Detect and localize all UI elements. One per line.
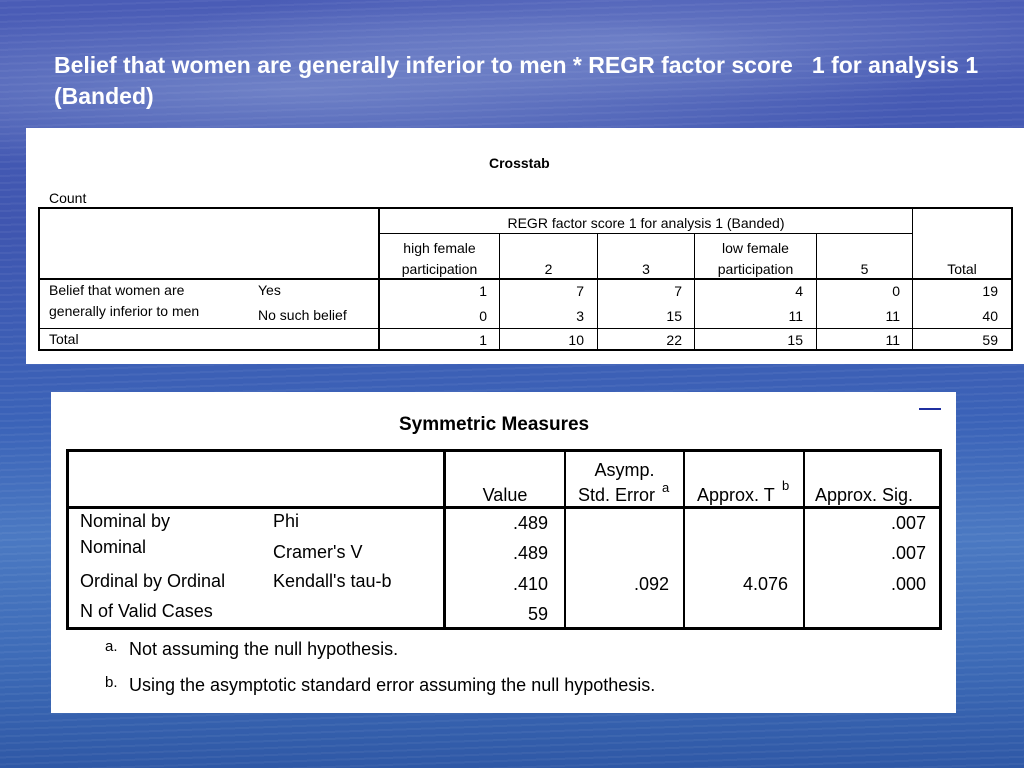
cell: 1 <box>479 283 487 299</box>
header-value: Value <box>482 485 528 505</box>
spanner-header: REGR factor score 1 for analysis 1 (Banded) <box>507 215 785 231</box>
col-divider-2 <box>683 449 685 630</box>
dash-mark <box>919 408 941 410</box>
cell: 7 <box>576 283 584 299</box>
measure-phi: Phi <box>273 511 300 531</box>
table-bottom-border <box>38 349 1013 351</box>
cell: 0 <box>892 283 900 299</box>
header-ase-line2: Std. Error <box>578 485 656 505</box>
cell: 40 <box>982 308 998 324</box>
row-group-label-line2: generally inferior to men <box>49 303 200 319</box>
footnote-a-text: Not assuming the null hypothesis. <box>129 639 399 659</box>
symmetric-title: Symmetric Measures <box>399 414 590 435</box>
measure-cramers-v: Cramer's V <box>273 542 363 562</box>
table-left-border <box>66 449 69 630</box>
header-approx-t: Approx. T <box>697 485 775 505</box>
col-divider-3 <box>803 449 805 630</box>
cell: 59 <box>527 604 548 624</box>
header-approx-sig: Approx. Sig. <box>815 485 914 505</box>
col-header-5: 5 <box>860 261 869 277</box>
col-header-1-line1: high female <box>403 240 476 256</box>
cell: 0 <box>479 308 487 324</box>
cell: 10 <box>568 332 584 348</box>
cell: .092 <box>633 574 669 594</box>
cell: 11 <box>788 308 803 324</box>
group-label-nominal-line1: Nominal by <box>80 511 171 531</box>
total-row-border <box>38 328 1013 329</box>
cell: 7 <box>674 283 682 299</box>
cell: 59 <box>982 332 998 348</box>
col-header-total: Total <box>947 261 977 277</box>
measure-kendalls-tau-b: Kendall's tau-b <box>273 571 392 591</box>
col-header-4-line1: low female <box>722 240 789 256</box>
header-ase-line1: Asymp. <box>594 460 655 480</box>
header-bottom-border <box>38 278 1013 280</box>
slide-title: Belief that women are generally inferior to men * REGR factor score 1 for analysis 1 (Banded) <box>54 52 985 109</box>
col-header-3: 3 <box>642 261 650 277</box>
symmetric-measures-panel <box>51 392 956 713</box>
col-header-4-line2: participation <box>717 261 794 277</box>
crosstab-panel <box>26 128 1024 364</box>
row-label-no-such-belief: No such belief <box>258 307 347 323</box>
cell: .007 <box>890 543 926 563</box>
header-bottom-border <box>66 506 942 509</box>
cell: 22 <box>666 332 682 348</box>
cell: 19 <box>982 283 998 299</box>
table-top-border <box>38 207 1012 209</box>
cell: 15 <box>666 308 682 324</box>
table-bottom-border <box>66 627 942 630</box>
spanner-underline <box>380 233 912 234</box>
row-label-total: Total <box>49 331 79 347</box>
cell: .489 <box>512 513 548 533</box>
cell: 15 <box>787 332 803 348</box>
group-label-nominal-line2: Nominal <box>80 537 147 557</box>
row-group-label-line1: Belief that women are <box>49 282 185 298</box>
cell: 3 <box>576 308 584 324</box>
group-label-ordinal: Ordinal by Ordinal <box>80 571 226 591</box>
cell: 4.076 <box>742 574 788 594</box>
cell: .007 <box>890 513 926 533</box>
cell: 11 <box>885 308 900 324</box>
table-top-border <box>66 449 942 452</box>
cell: .489 <box>512 543 548 563</box>
crosstab-title: Crosstab <box>489 155 550 171</box>
footnote-b-text: Using the asymptotic standard error assuming the null hypothesis. <box>129 675 656 695</box>
count-label: Count <box>49 190 87 206</box>
cell: .000 <box>890 574 926 594</box>
row-header-divider <box>443 449 446 630</box>
col-header-2: 2 <box>544 261 553 277</box>
cell: 1 <box>479 332 487 348</box>
col-header-1-line2: participation <box>401 261 478 277</box>
footnote-ref-a: a <box>662 480 670 495</box>
footnote-ref-b: b <box>782 478 790 493</box>
table-right-border <box>939 449 942 630</box>
cell: 4 <box>795 283 803 299</box>
cell: .410 <box>512 574 548 594</box>
cell: 11 <box>885 332 900 348</box>
footnote-a-mark: a. <box>105 638 118 655</box>
footnote-b-mark: b. <box>105 674 118 691</box>
row-label-yes: Yes <box>258 282 281 298</box>
n-valid-cases-label: N of Valid Cases <box>80 601 213 621</box>
